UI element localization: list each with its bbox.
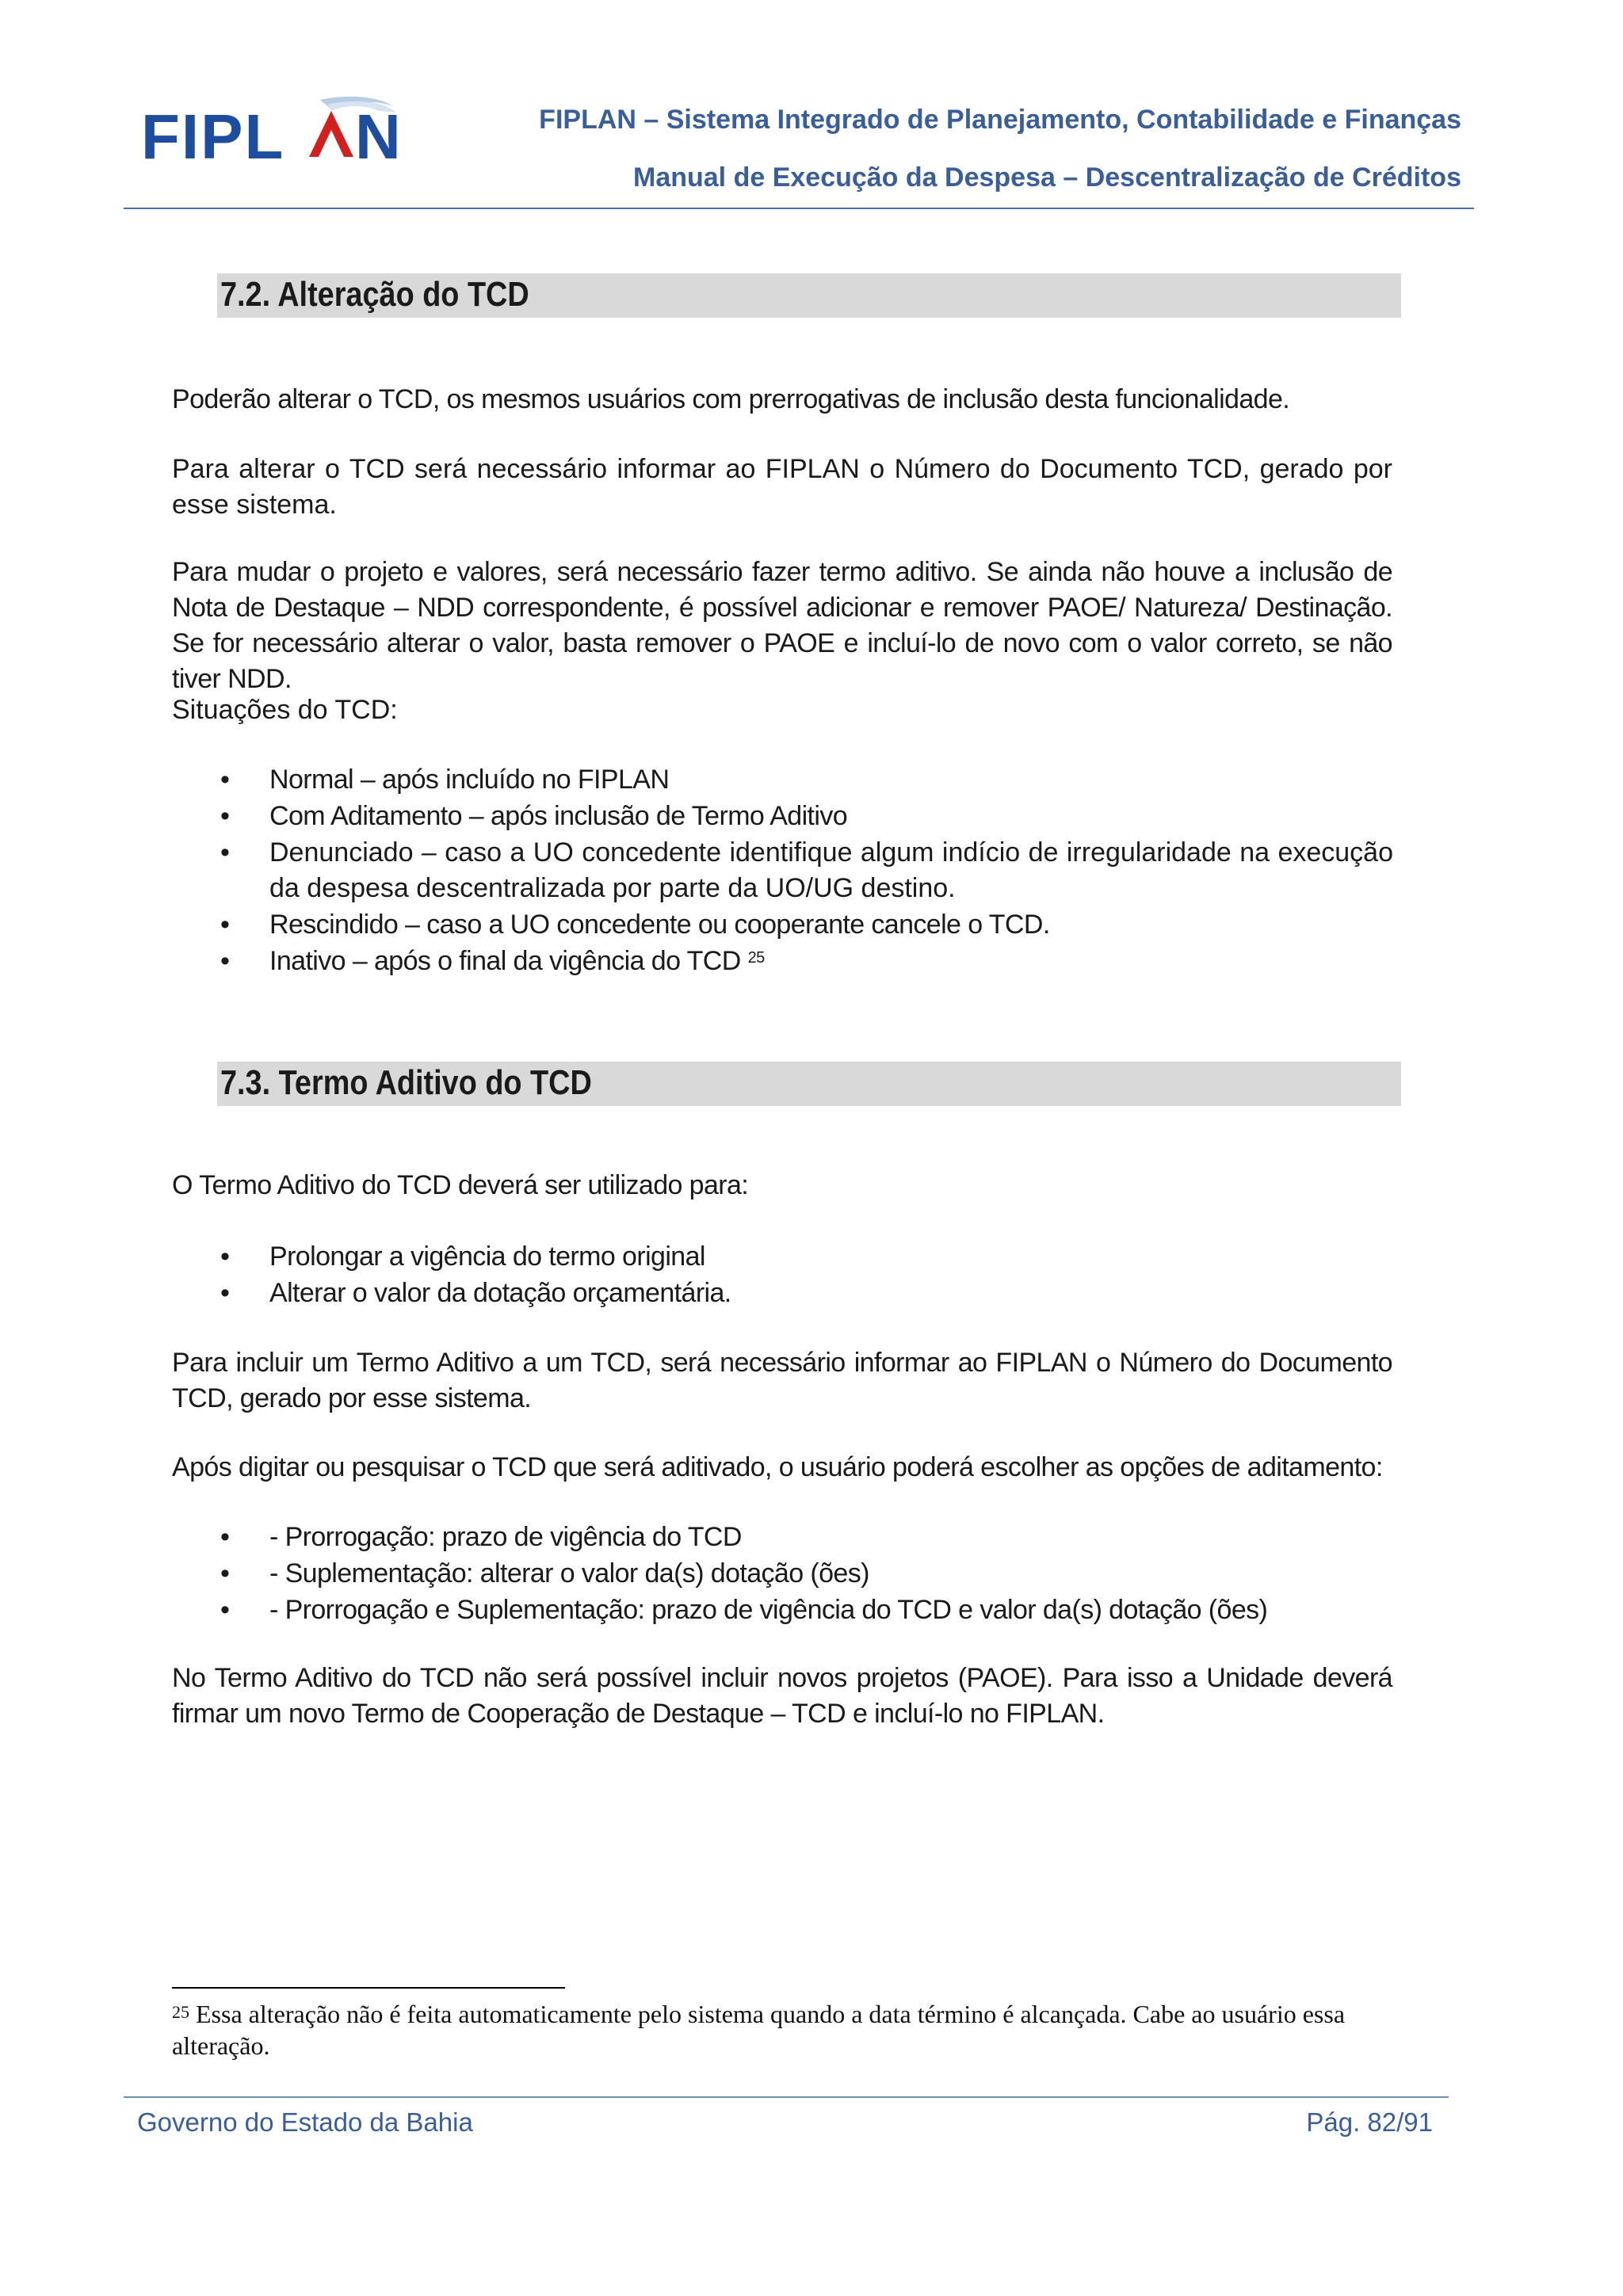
footnote-ref[interactable]: 25 (747, 949, 765, 967)
page-number: Pág. 82/91 (1306, 2107, 1433, 2137)
section-heading-7-3 (217, 1062, 1401, 1106)
footer-organization: Governo do Estado da Bahia (137, 2107, 473, 2137)
paragraph: Para mudar o projeto e valores, será necessário fazer termo aditivo. Se ainda não houve a inclusão de Nota de Destaque – NDD correspondente, é possível adicionar e remover PAOE/ Natureza/ Destinação. Se for necessário alterar o valor, basta remover o PAOE e incluí-lo de novo com o valor correto, se não tiver NDD. (172, 557, 1392, 694)
section-heading-text: 7.3. Termo Aditivo do TCD (220, 1063, 592, 1102)
section-heading-text: 7.2. Alteração do TCD (220, 275, 529, 314)
bullet-icon: • (220, 910, 230, 940)
svg-text:N: N (355, 101, 401, 172)
footnote (172, 1998, 1392, 2061)
paragraph: Para incluir um Termo Aditivo a um TCD, será necessário informar ao FIPLAN o Número do Documento TCD, gerado por esse sistema. (172, 1348, 1392, 1413)
section-heading-7-2 (217, 273, 1401, 318)
bullet-icon: • (220, 837, 230, 868)
bullet-icon: • (220, 946, 230, 976)
bullet-icon: • (220, 1241, 230, 1272)
bullet-icon: • (220, 1522, 230, 1552)
bullet-icon: • (220, 765, 230, 795)
bullet-icon: • (220, 1278, 230, 1308)
bullet-icon: • (220, 801, 230, 831)
header-title: FIPLAN – Sistema Integrado de Planejamento, Contabilidade e Finanças (539, 105, 1461, 135)
footnote-number: 25 (172, 2002, 189, 2022)
paragraph: Após digitar ou pesquisar o TCD que será aditivado, o usuário poderá escolher as opções de aditamento: (172, 1452, 1383, 1482)
footnote-divider (172, 1987, 565, 1989)
footer-divider (124, 2096, 1449, 2098)
paragraph: Poderão alterar o TCD, os mesmos usuários com prerrogativas de inclusão desta funcionalidade. (172, 384, 1290, 414)
paragraph: O Termo Aditivo do TCD deverá ser utilizado para: (172, 1170, 749, 1200)
header-subtitle: Manual de Execução da Despesa – Descentralização de Créditos (633, 162, 1461, 193)
document-page: FIPL N FIPLAN – Sistema Integrado de Planejamento, Contabilidade e Finanças Manual de Execução da Despesa – Descentralização de Créditos 7.2. Alteração do TCD Poderão alterar o TCD, os mesmos usuários com prerrogativas de inclusão desta funcionalidade. Para alterar o TCD será necessário informar ao FIPLAN o Número do Documento TCD, gerado por esse sistema. Para mudar o projeto e valores, será necessário fazer termo aditivo. Se ainda não houve a inclusão de Nota de Destaque – NDD correspondente, é possível adicionar e remover PAOE/ Natureza/ Destinação. Se for necessário alterar o valor, basta remover o PAOE e incluí-lo de novo com o valor correto, se não tiver NDD. Situações do TCD: • Normal – após incluído no FIPLAN • Com Aditamento – após inclusão de Termo Aditivo • Denunciado – caso a UO concedente identifique algum indício de irregularidade na execução da despesa descentralizada por parte da UO/UG destino. • Rescindido – caso a UO concedente ou cooperante cancele o TCD. • Inativo – após o final da vigência do TCD $^{25}$ 7.3. Termo Aditivo do TCD O Termo Aditivo do TCD deverá ser utilizado para: • Prolongar a vigência do termo original • Alterar o valor da dotação orçamentária. Para incluir um Termo Aditivo a um TCD, será necessário informar ao FIPLAN o Número do Documento TCD, gerado por esse sistema. Após digitar ou pesquisar o TCD que será aditivado, o usuário poderá escolher as opções de aditamento: • - Prorrogação: prazo de vigência do TCD • - Suplementação: alterar o valor da(s) dotação (ões) • - Prorrogação e Suplementação: prazo de vigência do TCD e valor da(s) dotação (ões) No Termo Aditivo do TCD não será possível incluir novos projetos (PAOE). Para isso a Unidade deverá firmar um novo Termo de Cooperação de Destaque – TCD e incluí-lo no FIPLAN. $^{25}$ Essa alteração não é feita automaticamente pelo sistema quando a data término é alcançada. Cabe ao usuário essa alteração. Governo do Estado da Bahia Pág. 82/91 (0, 0, 1623, 2296)
paragraph: Para alterar o TCD será necessário informar ao FIPLAN o Número do Documento TCD, gerado por esse sistema. (172, 454, 1392, 520)
bullet-icon: • (220, 1595, 230, 1625)
svg-text:FIPL: FIPL (141, 101, 285, 172)
header-divider (124, 208, 1474, 209)
paragraph: Situações do TCD: (172, 695, 398, 725)
footnote-text: Essa alteração não é feita automaticamente pelo sistema quando a data término é alcançada. Cabe ao usuário essa alteração. (172, 2000, 1346, 2060)
paragraph: No Termo Aditivo do TCD não será possível incluir novos projetos (PAOE). Para isso a Unidade deverá firmar um novo Termo de Cooperação de Destaque – TCD e incluí-lo no FIPLAN. (172, 1663, 1392, 1729)
bullet-icon: • (220, 1558, 230, 1589)
fiplan-logo (141, 93, 403, 173)
